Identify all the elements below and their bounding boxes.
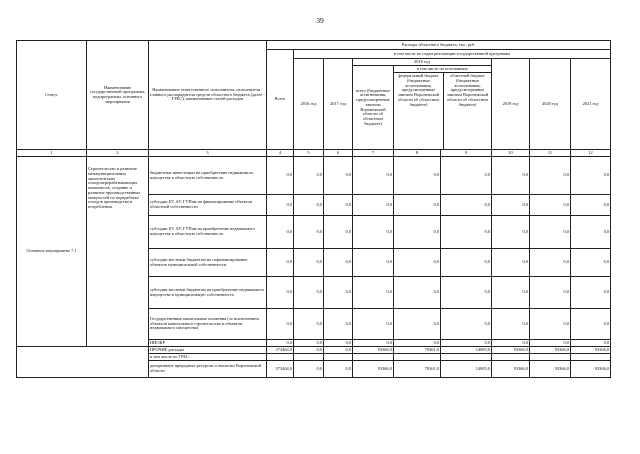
value-cell: 0,0: [441, 157, 492, 195]
value-cell: [492, 354, 530, 361]
budget-table: [16, 40, 611, 378]
value-cell: 0,0: [530, 216, 571, 249]
value-cell: 0,0: [571, 157, 611, 195]
header-2021: 2021 год: [571, 59, 611, 150]
row-label: субсидии местным бюджетам на софинансирование объектов муниципальной собственности: [149, 249, 267, 277]
header-regional: областной бюджет (бюджетные ассигнования, предусмотренные законом Воронежской области об областном бюджете): [446, 73, 489, 107]
value-cell: 0,0: [294, 361, 324, 378]
row-label: Государственные капитальные вложения (за исключением объектов капитального строительства и объектов недвижимого имущества): [149, 309, 267, 340]
column-number: 7: [353, 150, 394, 157]
status-cell: Основное мероприятие 7.1: [17, 157, 87, 347]
header-2018: 2018 год: [353, 59, 492, 66]
header-total: Всего: [267, 50, 294, 150]
value-cell: 0,0: [571, 216, 611, 249]
table-row: [17, 157, 611, 195]
value-cell: 0,0: [394, 340, 441, 347]
header-expenses: Расходы областного бюджета, тыс. руб.: [267, 41, 611, 50]
value-cell: 0,0: [571, 195, 611, 216]
row-label: субсидии местным бюджетам на приобретение недвижимого имущества в муниципальную собственность: [149, 277, 267, 309]
header-2020: 2020 год: [530, 59, 571, 150]
value-cell: 0,0: [530, 340, 571, 347]
value-cell: 0,0: [267, 249, 294, 277]
value-cell: 0,0: [324, 347, 353, 354]
header-executor-name: Наименование ответственного исполнителя, исполнителя - главного распорядителя средств областного бюджета (далее - ГРБС), наименование статей расходов: [149, 41, 267, 150]
value-cell: 0,0: [353, 340, 394, 347]
value-cell: 0,0: [530, 277, 571, 309]
value-cell: 0,0: [492, 277, 530, 309]
value-cell: 0,0: [441, 309, 492, 340]
value-cell: 0,0: [294, 347, 324, 354]
value-cell: 0,0: [492, 249, 530, 277]
column-number: 11: [530, 150, 571, 157]
value-cell: 0,0: [571, 340, 611, 347]
header-by-years: в том числе по годам реализации государственной программы: [294, 50, 611, 59]
empty-cell: [17, 347, 149, 378]
value-cell: 0,0: [571, 249, 611, 277]
value-cell: [294, 354, 324, 361]
value-cell: 93366,0: [530, 347, 571, 354]
value-cell: 0,0: [530, 309, 571, 340]
value-cell: 0,0: [324, 340, 353, 347]
header-row-1: [17, 41, 611, 50]
row-label: в том числе по ГРБС:: [149, 354, 267, 361]
value-cell: 0,0: [267, 277, 294, 309]
value-cell: 0,0: [324, 216, 353, 249]
value-cell: 0,0: [394, 309, 441, 340]
header-2016: 2016 год: [294, 59, 324, 150]
value-cell: 0,0: [294, 277, 324, 309]
value-cell: [324, 354, 353, 361]
header-program-name: Наименование государственной программы, подпрограммы, основного мероприятия: [87, 41, 149, 150]
header-2017: 2017 год: [324, 59, 353, 150]
value-cell: 0,0: [492, 157, 530, 195]
value-cell: [571, 354, 611, 361]
value-cell: 0,0: [492, 216, 530, 249]
value-cell: 0,0: [492, 309, 530, 340]
value-cell: [441, 354, 492, 361]
value-cell: 93366,0: [530, 361, 571, 378]
value-cell: 373464,0: [267, 361, 294, 378]
header-federal: федеральный бюджет (бюджетные ассигнования, предусмотренные законом Воронежской области об областном бюджете): [394, 73, 444, 149]
value-cell: 0,0: [441, 249, 492, 277]
value-cell: [530, 354, 571, 361]
value-cell: 93366,0: [571, 361, 611, 378]
value-cell: 0,0: [294, 249, 324, 277]
column-numbers-row: [17, 150, 611, 157]
value-cell: 0,0: [441, 340, 492, 347]
value-cell: 0,0: [324, 361, 353, 378]
column-number: 12: [571, 150, 611, 157]
value-cell: 79361,0: [394, 347, 441, 354]
value-cell: 0,0: [294, 309, 324, 340]
row-label: ПРОЧИЕ расходы: [149, 347, 267, 354]
program-cell: Строительство и развитие межмуниципальных экологических отходоперерабатывающих комплексов, создание и развитие производственных мощностей по переработке отходов производства и потребления: [87, 157, 149, 347]
value-cell: 0,0: [530, 195, 571, 216]
value-cell: 93366,0: [571, 347, 611, 354]
value-cell: 0,0: [267, 195, 294, 216]
value-cell: 373464,0: [267, 347, 294, 354]
value-cell: 0,0: [441, 277, 492, 309]
column-number: 2: [87, 150, 149, 157]
value-cell: 0,0: [571, 277, 611, 309]
header-sources: [394, 66, 492, 150]
value-cell: 79361,0: [394, 361, 441, 378]
value-cell: 0,0: [492, 340, 530, 347]
header-status: Статус: [17, 41, 87, 150]
column-number: 9: [441, 150, 492, 157]
value-cell: 0,0: [267, 216, 294, 249]
value-cell: 0,0: [324, 195, 353, 216]
value-cell: 0,0: [441, 195, 492, 216]
table-row: [17, 347, 611, 354]
header-by-sources: в том числе по источникам:: [394, 66, 491, 73]
value-cell: 0,0: [294, 195, 324, 216]
value-cell: 0,0: [294, 157, 324, 195]
value-cell: [267, 354, 294, 361]
row-label: субсидии БУ, АУ, ГУПам на финансирование объектов областной собственности: [149, 195, 267, 216]
value-cell: 0,0: [353, 277, 394, 309]
page-number: 39: [316, 16, 324, 25]
row-label: субсидии БУ, АУ, ГУПам на приобретение недвижимого имущества в областную собственность: [149, 216, 267, 249]
value-cell: 0,0: [267, 340, 294, 347]
value-cell: 0,0: [324, 157, 353, 195]
row-label: НИОКР: [149, 340, 267, 347]
value-cell: 0,0: [394, 249, 441, 277]
value-cell: 0,0: [353, 249, 394, 277]
column-number: 1: [17, 150, 87, 157]
value-cell: 0,0: [324, 249, 353, 277]
value-cell: 0,0: [394, 195, 441, 216]
value-cell: [394, 354, 441, 361]
value-cell: 14005,0: [441, 347, 492, 354]
value-cell: 0,0: [324, 309, 353, 340]
row-label: департамент природных ресурсов и экологии Воронежской области: [149, 361, 267, 378]
column-number: 10: [492, 150, 530, 157]
value-cell: 0,0: [394, 277, 441, 309]
value-cell: 0,0: [492, 195, 530, 216]
value-cell: 0,0: [353, 195, 394, 216]
value-cell: 0,0: [441, 216, 492, 249]
value-cell: 93366,0: [492, 361, 530, 378]
value-cell: 0,0: [353, 216, 394, 249]
value-cell: 0,0: [353, 157, 394, 195]
value-cell: [353, 354, 394, 361]
value-cell: 0,0: [571, 309, 611, 340]
value-cell: 0,0: [394, 216, 441, 249]
value-cell: 0,0: [324, 277, 353, 309]
value-cell: 0,0: [267, 157, 294, 195]
value-cell: 93366,0: [353, 361, 394, 378]
column-number: 5: [294, 150, 324, 157]
column-number: 8: [394, 150, 441, 157]
value-cell: 0,0: [294, 216, 324, 249]
header-2019: 2019 год: [492, 59, 530, 150]
value-cell: 93366,0: [353, 347, 394, 354]
row-label: бюджетные инвестиции на приобретение недвижимого имущества в областную собственность: [149, 157, 267, 195]
value-cell: 0,0: [267, 309, 294, 340]
value-cell: 0,0: [353, 309, 394, 340]
column-number: 6: [324, 150, 353, 157]
column-number: 3: [149, 150, 267, 157]
value-cell: 0,0: [530, 157, 571, 195]
value-cell: 14005,0: [441, 361, 492, 378]
value-cell: 0,0: [394, 157, 441, 195]
value-cell: 93366,0: [492, 347, 530, 354]
header-source-columns: [394, 73, 491, 149]
value-cell: 0,0: [294, 340, 324, 347]
column-number: 4: [267, 150, 294, 157]
header-all-2018: всего (бюджетные ассигнования, предусмотренные законом Воронежской области об областном бюджете): [353, 66, 394, 150]
value-cell: 0,0: [530, 249, 571, 277]
